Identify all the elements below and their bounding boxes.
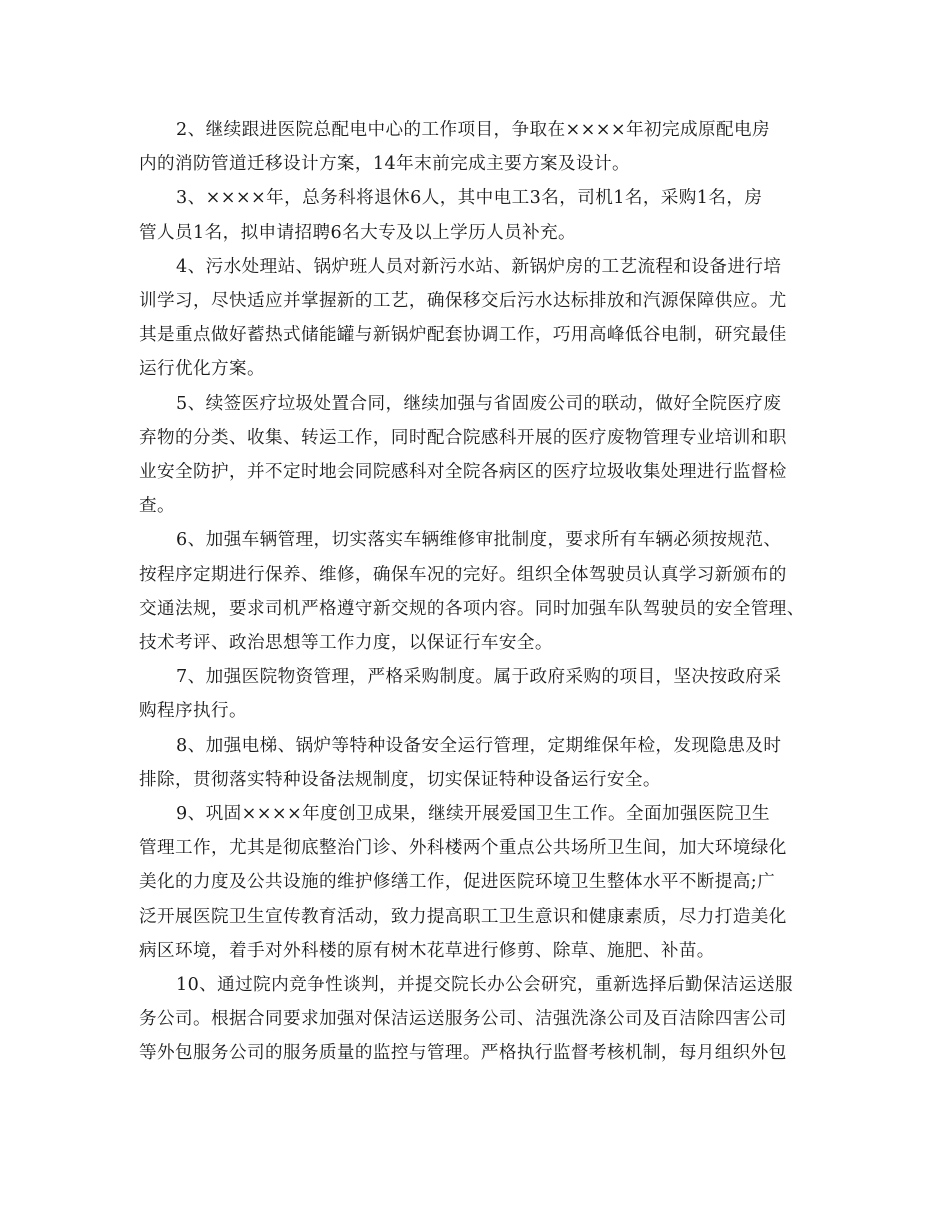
text-line: 排除，贯彻落实特种设备法规制度，切实保证特种设备运行安全。 [139, 769, 661, 790]
text-line: 运行优化方案。 [139, 359, 265, 380]
paragraph [139, 523, 829, 660]
text-line: 购程序执行。 [139, 701, 247, 722]
text-line: 6、加强车辆管理，切实落实车辆维修审批制度，要求所有车辆必须按规范、 [176, 530, 782, 551]
paragraph [139, 797, 829, 968]
text-line: 病区环境，着手对外科楼的原有树木花草进行修剪、除草、施肥、补苗。 [139, 940, 715, 961]
text-line: 业安全防护，并不定时地会同院感科对全院各病区的医疗垃圾收集处理进行监督检 [139, 462, 787, 483]
paragraph [139, 968, 829, 1071]
paragraph [139, 387, 829, 524]
text-line: 3、××××年，总务科将退休6人，其中电工3名，司机1名，采购1名，房 [176, 188, 763, 209]
text-line: 其是重点做好蓄热式储能罐与新锅炉配套协调工作，巧用高峰低谷电制，研究最佳 [139, 325, 787, 346]
text-line: 按程序定期进行保养、维修，确保车况的完好。组织全体驾驶员认真学习新颁布的 [139, 564, 787, 585]
text-line: 管理工作，尤其是彻底整治门诊、外科楼两个重点公共场所卫生间，加大环境绿化 [139, 838, 787, 859]
text-line: 交通法规，要求司机严格遵守新交规的各项内容。同时加强车队驾驶员的安全管理、 [139, 598, 805, 619]
paragraph [139, 113, 829, 181]
paragraph [139, 181, 829, 249]
text-line: 务公司。根据合同要求加强对保洁运送服务公司、洁强洗涤公司及百洁除四害公司 [139, 1009, 787, 1030]
text-line: 训学习，尽快适应并掌握新的工艺，确保移交后污水达标排放和汽源保障供应。尤 [139, 291, 787, 312]
paragraph [139, 729, 829, 797]
text-line: 弃物的分类、收集、转运工作，同时配合院感科开展的医疗废物管理专业培训和职 [139, 427, 787, 448]
text-line: 泛开展医院卫生宣传教育活动，致力提高职工卫生意识和健康素质，尽力打造美化 [139, 906, 787, 927]
text-line: 8、加强电梯、锅炉等特种设备安全运行管理，定期维保年检，发现隐患及时 [176, 735, 782, 756]
text-line: 4、污水处理站、锅炉班人员对新污水站、新锅炉房的工艺流程和设备进行培 [176, 256, 782, 277]
text-line: 内的消防管道迁移设计方案，14年末前完成主要方案及设计。 [139, 154, 631, 175]
text-line: 5、续签医疗垃圾处置合同，继续加强与省固废公司的联动，做好全院医疗废 [176, 393, 782, 414]
text-line: 2、继续跟进医院总配电中心的工作项目，争取在××××年初完成原配电房 [176, 120, 770, 140]
paragraph [139, 660, 829, 728]
text-line: 9、巩固××××年度创卫成果，继续开展爱国卫生工作。全面加强医院卫生 [176, 804, 770, 825]
text-line: 7、加强医院物资管理，严格采购制度。属于政府采购的项目，坚决按政府采 [176, 667, 782, 688]
text-line: 等外包服务公司的服务质量的监控与管理。严格执行监督考核机制，每月组织外包 [139, 1043, 787, 1064]
text-line: 美化的力度及公共设施的维护修缮工作，促进医院环境卫生整体水平不断提高;广 [139, 872, 776, 893]
text-line: 10、通过院内竞争性谈判，并提交院长办公会研究，重新选择后勤保洁运送服 [176, 975, 793, 996]
text-line: 管人员1名，拟申请招聘6名大专及以上学历人员补充。 [139, 222, 577, 243]
text-line: 查。 [139, 496, 175, 517]
paragraph [139, 250, 829, 387]
text-line: 技术考评、政治思想等工作力度，以保证行车安全。 [139, 633, 553, 654]
document-body [139, 113, 829, 1071]
